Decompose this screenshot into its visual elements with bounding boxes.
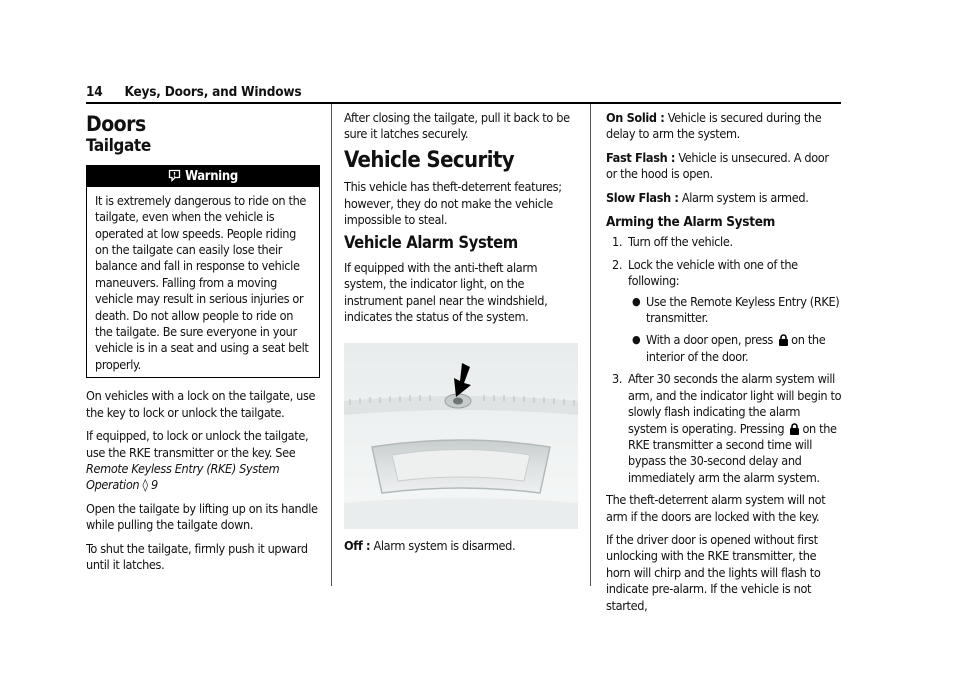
page-ref-icon: ◊ <box>142 477 148 493</box>
step-2: 2. Lock the vehicle with one of the following: ● Use the Remote Keyless Entry (RKE) transmitter. ● With a door open, press on the interior of the door. <box>606 257 842 365</box>
para-latch: After closing the tailgate, pull it back to be sure it latches securely. <box>344 110 570 142</box>
para-key-lock: The theft-deterrent alarm system will not arm if the doors are locked with the key. <box>606 492 826 524</box>
column-1 <box>86 110 320 580</box>
warning-title: Warning <box>185 168 238 184</box>
heading-tailgate: Tailgate <box>86 136 151 157</box>
off-term: Off : <box>344 538 371 553</box>
bullet-door-lock <box>628 332 842 365</box>
bullet-door-text-b: on the interior of the door. <box>646 332 826 364</box>
section-title: Keys, Doors, and Windows <box>124 84 302 100</box>
column-3 <box>606 110 842 621</box>
slow-flash-definition <box>606 190 842 206</box>
step-3-text-b: on the RKE transmitter a second time will bypass the 30-second delay and immediately arm the alarm system. <box>628 420 837 485</box>
fast-flash-definition <box>606 150 842 183</box>
slow-flash-text: Alarm system is armed. <box>681 189 809 205</box>
off-text: Alarm system is disarmed. <box>373 538 516 553</box>
on-solid-definition <box>606 110 842 143</box>
lock-icon <box>778 334 789 346</box>
para-indicator: If equipped with the anti-theft alarm system, the indicator light, on the instrument panel near the windshield, indicates the status of the system. <box>344 259 548 325</box>
on-solid-term: On Solid : <box>606 110 665 125</box>
para-theft-deterrent: This vehicle has theft-deterrent features; however, they do not make the vehicle impossible to steal. <box>344 179 562 228</box>
rke-reference-page: 9 <box>150 477 158 493</box>
para-rke <box>86 428 320 494</box>
rke-reference-title: Remote Keyless Entry (RKE) System Operation <box>86 460 280 493</box>
off-definition <box>344 538 580 561</box>
warning-header <box>87 166 319 187</box>
on-solid-text: Vehicle is secured during the delay to arm the system. <box>606 110 822 142</box>
header-rule <box>86 102 841 104</box>
column-divider-2 <box>590 104 591 586</box>
heading-vehicle-security: Vehicle Security <box>344 147 515 173</box>
step-3: 3. After 30 seconds the alarm system will arm, and the indicator light will begin to slowly flash indicating the alarm system is operating. Pressing on the RKE transmitter a second time will bypass the 30-second delay and immediately arm the alarm system. <box>612 371 842 485</box>
column-divider-1 <box>331 104 332 586</box>
bullet-icon: ● <box>632 294 641 308</box>
para-lock-key: On vehicles with a lock on the tailgate, use the key to lock or unlock the tailgate. <box>86 388 316 420</box>
step-1: 1. Turn off the vehicle. <box>612 234 733 250</box>
para-rke-text: If equipped, to lock or unlock the tailgate, use the RKE transmitter or the key. See <box>86 428 309 460</box>
bullet-rke <box>628 294 842 327</box>
lock-options <box>628 294 842 366</box>
fast-flash-term: Fast Flash : <box>606 149 676 165</box>
para-open-tailgate: Open the tailgate by lifting up on its handle while pulling the tailgate down. <box>86 500 318 533</box>
running-header <box>86 84 301 100</box>
bullet-icon: ● <box>632 333 641 347</box>
bullet-door-text-a: With a door open, press <box>646 332 773 348</box>
page-number: 14 <box>86 84 103 100</box>
step-3-text-a: After 30 seconds the alarm system will arm, and the indicator light will begin to slowly flash indicating the alarm system is operating. Pressing <box>628 371 842 436</box>
warning-box <box>86 165 320 378</box>
lock-icon <box>789 423 800 435</box>
heading-vehicle-alarm: Vehicle Alarm System <box>344 233 518 253</box>
heading-arming: Arming the Alarm System <box>606 214 776 231</box>
para-shut-tailgate: To shut the tailgate, firmly push it upward until it latches. <box>86 540 308 572</box>
warning-text: It is extremely dangerous to ride on the tailgate, even when the vehicle is operated at low speeds. People riding on the tailgate can easily lose their balance and fall in response to vehicle maneuvers. Falling from a moving vehicle may result in serious injuries or death. Do not allow people to ride on the tailgate. Be sure everyone in your vehicle is in a seat and using a seat belt properly. <box>95 192 309 372</box>
step-1-text: Turn off the vehicle. <box>628 234 733 250</box>
warning-icon <box>168 168 181 181</box>
column-2 <box>344 110 580 332</box>
indicator-light-photo <box>344 343 578 529</box>
bullet-rke-text: Use the Remote Keyless Entry (RKE) transmitter. <box>646 293 840 326</box>
slow-flash-term: Slow Flash : <box>606 189 679 205</box>
arming-steps <box>606 234 842 486</box>
heading-doors: Doors <box>86 112 146 136</box>
rke-cross-reference-link[interactable] <box>86 461 279 492</box>
fast-flash-text: Vehicle is unsecured. A door or the hood is open. <box>606 149 829 182</box>
step-2-text: Lock the vehicle with one of the following: <box>628 256 798 289</box>
para-pre-alarm: If the driver door is opened without first unlocking with the RKE transmitter, the horn will chirp and the lights will flash to indicate pre-alarm. If the vehicle is not started, <box>606 531 821 613</box>
